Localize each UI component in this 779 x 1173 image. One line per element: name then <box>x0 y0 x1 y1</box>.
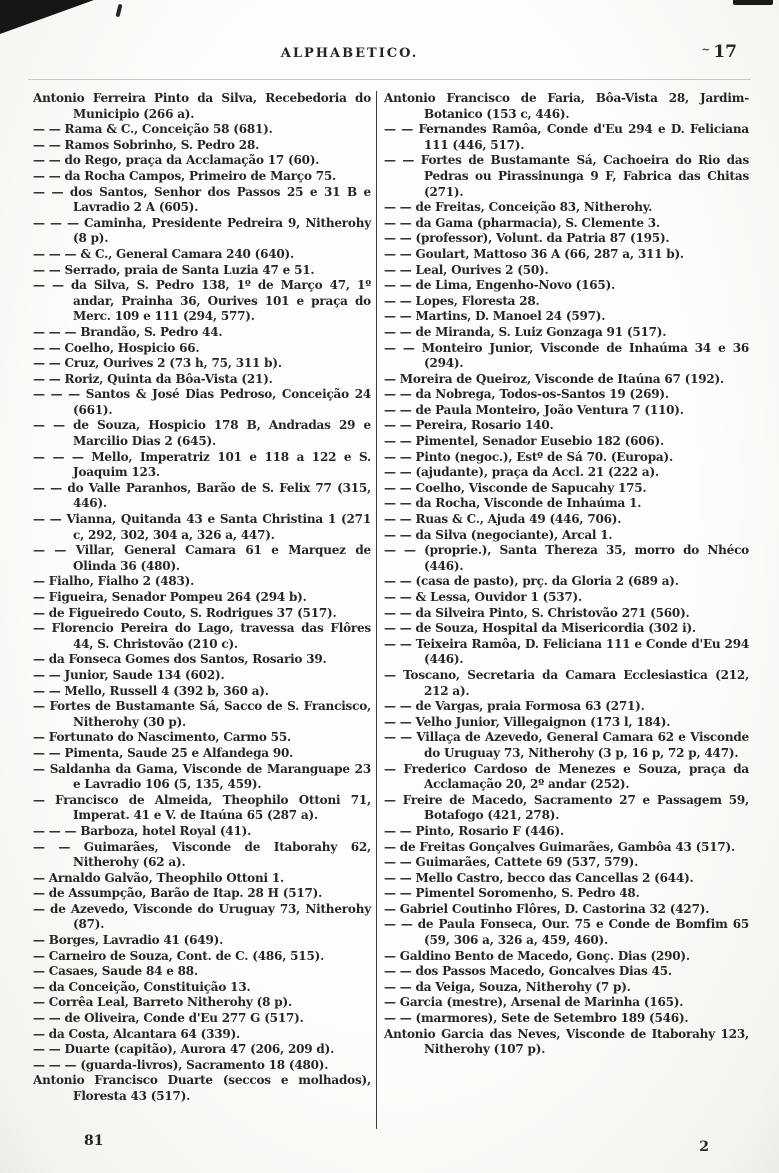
directory-entry: — Figueira, Senador Pompeu 264 (294 b). <box>33 590 307 604</box>
directory-entry: — — & Lessa, Ouvidor 1 (537). <box>384 590 582 604</box>
directory-entry: — — Guimarães, Visconde de Itaborahy 62, Nitherohy (62 a). <box>33 839 371 870</box>
directory-entry: Antonio Francisco de Faria, Bôa-Vista 28, Jardim-Botanico (153 c, 446). <box>384 91 749 121</box>
directory-entry: — — de Freitas, Conceição 83, Nitherohy. <box>384 200 653 215</box>
directory-entry: — — Ramos Sobrinho, S. Pedro 28. <box>33 137 260 152</box>
directory-entry: — de Figueiredo Couto, S. Rodrigues 37 (517). <box>33 605 337 620</box>
directory-entry: — Moreira de Queiroz, Visconde de Itaúna 67 (192). <box>384 371 724 386</box>
directory-entry: — — da Silva, S. Pedro 138, 1º de Março 47, 1º andar, Prainha 36, Ourives 101 e praça do Merc. 109 e 111 (294, 577). <box>33 278 371 324</box>
right-column <box>376 91 749 1129</box>
directory-entry: — — Fernandes Ramôa, Conde d'Eu 294 e D. Feliciana 111 (446, 517). <box>384 122 749 152</box>
directory-entry: — — Pinto, Rosario F (446). <box>384 823 565 838</box>
directory-entry: — — Villaça de Azevedo, General Camara 62 e Visconde do Uruguay 73, Nitherohy (3 p, 16 p, 72 p, 447). <box>384 730 749 760</box>
directory-entry: — — (ajudante), praça da Accl. 21 (222 a). <box>384 465 659 480</box>
directory-entry: — — dos Santos, Senhor dos Passos 25 e 31 B e Lavradio 2 A (605). <box>33 184 371 215</box>
directory-entry: — — — Barboza, hotel Royal (41). <box>33 823 252 838</box>
directory-entry: — de Azevedo, Visconde do Uruguay 73, Nitherohy (87). <box>33 901 371 932</box>
page-number <box>701 42 737 62</box>
running-title: ALPHABETICO. <box>280 46 419 61</box>
directory-entry: — — dos Passos Macedo, Goncalves Dias 45. <box>384 964 672 979</box>
directory-entry: — — (proprie.), Santa Thereza 35, morro do Nhéco (446). <box>384 543 749 573</box>
directory-entry: — — Pinto (negoc.), Estº de Sá 70. (Europa). <box>384 449 673 464</box>
header-rule <box>28 79 751 80</box>
directory-entry: Antonio Francisco Duarte (seccos e molhados), Floresta 43 (517). <box>33 1073 371 1103</box>
directory-entry: — Florencio Pereira do Lago, travessa das Flôres 44, S. Christovão (210 c). <box>33 621 371 651</box>
page-number-artifact: ~ <box>701 43 711 56</box>
directory-entry: Antonio Ferreira Pinto da Silva, Recebedoria do Municipio (266 a). <box>33 91 371 121</box>
directory-entry: — — da Rocha Campos, Primeiro de Março 75. <box>33 168 337 183</box>
directory-entry: — Arnaldo Galvão, Theophilo Ottoni 1. <box>33 870 284 885</box>
directory-content <box>33 91 749 1129</box>
directory-entry: — Galdino Bento de Macedo, Gonç. Dias (290). <box>384 948 690 963</box>
directory-entry: — — de Souza, Hospital da Misericordia (302 i). <box>384 621 696 636</box>
directory-entry: — — Rama & C., Conceição 58 (681). <box>33 122 273 137</box>
directory-entry: — — Pimentel, Senador Eusebio 182 (606). <box>384 434 664 449</box>
directory-entry: — — (marmores), Sete de Setembro 189 (546). <box>384 1011 689 1026</box>
directory-entry: — — (professor), Volunt. da Patria 87 (195). <box>384 231 670 246</box>
directory-entry: — — — Mello, Imperatriz 101 e 118 a 122 e S. Joaquim 123. <box>33 449 371 480</box>
directory-entry: — — Leal, Ourives 2 (50). <box>384 262 549 277</box>
directory-entry: — Casaes, Saude 84 e 88. <box>33 964 198 979</box>
directory-entry: — — Pimentel Soromenho, S. Pedro 48. <box>384 886 640 901</box>
directory-entry: — — Goulart, Mattoso 36 A (66, 287 a, 311 b). <box>384 246 684 261</box>
directory-entry: — — Serrado, praia de Santa Luzia 47 e 51. <box>33 262 315 277</box>
directory-entry: — Fortunato do Nascimento, Carmo 55. <box>33 730 291 745</box>
directory-entry: — Gabriel Coutinho Flôres, D. Castorina 32 (427). <box>384 901 710 916</box>
directory-entry: — — Fortes de Bustamante Sá, Cachoeira do Rio das Pedras ou Pirassinunga 9 F, Fabrica das Chitas (271). <box>384 153 749 199</box>
directory-entry: — de Freitas Gonçalves Guimarães, Gambôa 43 (517). <box>384 839 735 854</box>
scan-artifact-corner-wedge <box>0 0 94 34</box>
directory-entry: — da Conceição, Constituição 13. <box>33 979 251 994</box>
directory-entry: — — Vianna, Quitanda 43 e Santa Christina 1 (271 c, 292, 302, 304 a, 326 a, 447). <box>33 512 371 542</box>
footer-page-indicator: 2 <box>699 1139 709 1155</box>
page-number-value: 17 <box>713 42 737 62</box>
directory-entry: — — da Veiga, Souza, Nitherohy (7 p). <box>384 979 631 994</box>
directory-entry: — — do Valle Paranhos, Barão de S. Felix 77 (315, 446). <box>33 480 371 511</box>
directory-entry: — — Pimenta, Saude 25 e Alfandega 90. <box>33 745 294 760</box>
directory-entry: Antonio Garcia das Neves, Visconde de Itaborahy 123, Nitherohy (107 p). <box>384 1026 749 1057</box>
directory-entry: — — Velho Junior, Villegaignon (173 l, 184). <box>384 714 671 729</box>
directory-entry: — — da Silva (negociante), Arcal 1. <box>384 527 613 542</box>
directory-entry: — — — (guarda-livros), Sacramento 18 (480). <box>33 1057 329 1072</box>
directory-entry: — Francisco de Almeida, Theophilo Ottoni 71, Imperat. 41 e V. de Itaúna 65 (287 a). <box>33 792 371 823</box>
page-header <box>0 42 779 72</box>
directory-entry: — Toscano, Secretaria da Camara Ecclesiastica (212, 212 a). <box>384 667 749 698</box>
directory-entry: — — Guimarães, Cattete 69 (537, 579). <box>384 855 639 870</box>
directory-entry: — — de Lima, Engenho-Novo (165). <box>384 278 616 293</box>
directory-entry: — — de Paula Monteiro, João Ventura 7 (110). <box>384 402 684 417</box>
directory-entry: — Corrêa Leal, Barreto Nitherohy (8 p). <box>33 995 292 1010</box>
signature-number: 81 <box>84 1133 104 1149</box>
directory-entry: — Carneiro de Souza, Cont. de C. (486, 515). <box>33 948 325 963</box>
directory-entry: — — da Gama (pharmacia), S. Clemente 3. <box>384 215 660 230</box>
directory-entry: — — Coelho, Visconde de Sapucahy 175. <box>384 480 647 495</box>
directory-entry: — — de Miranda, S. Luiz Gonzaga 91 (517). <box>384 324 667 339</box>
directory-entry: — — de Souza, Hospicio 178 B, Andradas 29 e Marcilio Dias 2 (645). <box>33 418 371 449</box>
directory-entry: — — de Oliveira, Conde d'Eu 277 G (517). <box>33 1011 304 1026</box>
directory-entry: — Frederico Cardoso de Menezes e Souza, praça da Acclamação 20, 2º andar (252). <box>384 761 749 792</box>
directory-entry: — — Cruz, Ourives 2 (73 h, 75, 311 b). <box>33 356 282 371</box>
directory-entry: — — de Paula Fonseca, Our. 75 e Conde de Bomfim 65 (59, 306 a, 326 a, 459, 460). <box>384 917 749 948</box>
scan-artifact-top-right <box>733 0 773 5</box>
directory-entry: — — Teixeira Ramôa, D. Feliciana 111 e Conde d'Eu 294 (446). <box>384 636 749 667</box>
directory-entry: — — Pereira, Rosario 140. <box>384 418 554 433</box>
directory-entry: — — Roriz, Quinta da Bôa-Vista (21). <box>33 371 273 386</box>
directory-entry: — — Martins, D. Manoel 24 (597). <box>384 309 606 324</box>
directory-entry: — — da Nobrega, Todos-os-Santos 19 (269). <box>384 387 669 402</box>
directory-entry: — — — Caminha, Presidente Pedreira 9, Nitherohy (8 p). <box>33 215 371 246</box>
directory-entry: — da Fonseca Gomes dos Santos, Rosario 39. <box>33 652 327 667</box>
directory-entry: — — da Rocha, Visconde de Inhaúma 1. <box>384 496 642 511</box>
directory-entry: — Fortes de Bustamante Sá, Sacco de S. Francisco, Nitherohy (30 p). <box>33 699 371 729</box>
directory-entry: — da Costa, Alcantara 64 (339). <box>33 1026 241 1041</box>
directory-entry: — — Villar, General Camara 61 e Marquez de Olinda 36 (480). <box>33 543 371 573</box>
directory-entry: — — Mello Castro, becco das Cancellas 2 (644). <box>384 870 694 885</box>
directory-entry: — — Ruas & C., Ajuda 49 (446, 706). <box>384 512 622 527</box>
directory-entry: — — Coelho, Hospicio 66. <box>33 340 200 355</box>
directory-entry: — — — Brandão, S. Pedro 44. <box>33 324 223 339</box>
directory-entry: — Borges, Lavradio 41 (649). <box>33 933 224 948</box>
directory-entry: — — Monteiro Junior, Visconde de Inhaúma 34 e 36 (294). <box>384 340 749 371</box>
scan-artifact-ink-mark <box>115 4 122 18</box>
directory-entry: — — Lopes, Floresta 28. <box>384 293 540 308</box>
directory-entry: — — — Santos & José Dias Pedroso, Conceição 24 (661). <box>33 387 371 417</box>
directory-entry: — — da Silveira Pinto, S. Christovão 271 (560). <box>384 605 690 620</box>
directory-entry: — Fialho, Fialho 2 (483). <box>33 574 195 589</box>
directory-entry: — — Duarte (capitão), Aurora 47 (206, 209 d). <box>33 1042 335 1057</box>
directory-entry: — Freire de Macedo, Sacramento 27 e Passagem 59, Botafogo (421, 278). <box>384 792 749 823</box>
directory-entry: — — Mello, Russell 4 (392 b, 360 a). <box>33 683 269 698</box>
directory-entry: — Garcia (mestre), Arsenal de Marinha (165). <box>384 995 684 1010</box>
directory-entry: — de Assumpção, Barão de Itap. 28 H (517). <box>33 886 323 901</box>
directory-entry: — — (casa de pasto), prç. da Gloria 2 (689 a). <box>384 574 679 589</box>
directory-entry: — — — & C., General Camara 240 (640). <box>33 246 294 261</box>
directory-entry: — — do Rego, praça da Acclamação 17 (60). <box>33 153 320 168</box>
left-column <box>33 91 376 1129</box>
directory-entry: — — Junior, Saude 134 (602). <box>33 667 225 682</box>
directory-entry: — Saldanha da Gama, Visconde de Maranguape 23 e Lavradio 106 (5, 135, 459). <box>33 761 371 792</box>
directory-entry: — — de Vargas, praia Formosa 63 (271). <box>384 699 645 714</box>
